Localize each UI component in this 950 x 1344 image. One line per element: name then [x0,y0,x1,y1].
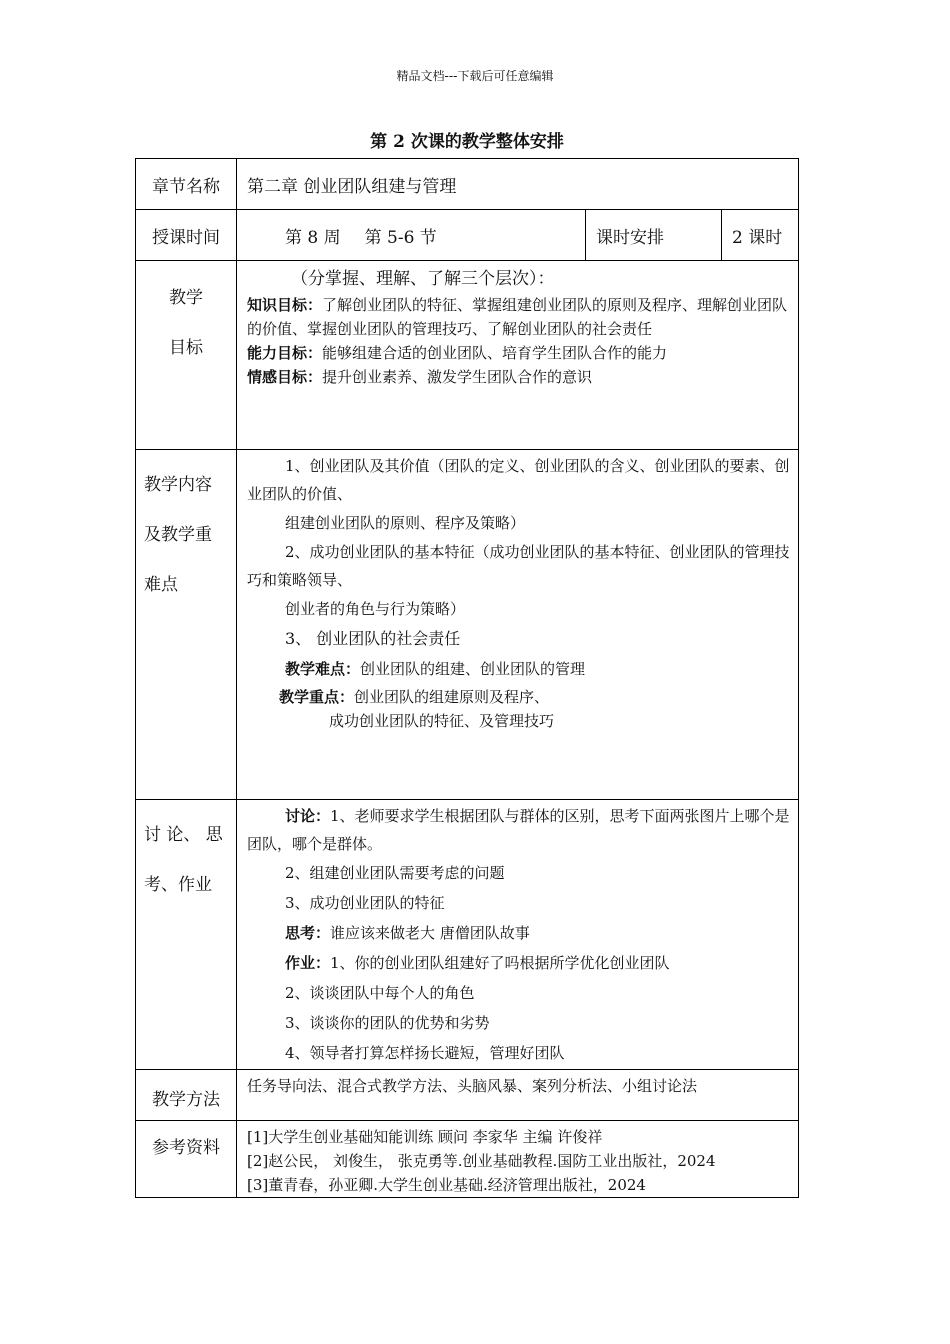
content-item-3: 3、 创业团队的社会责任 [285,629,461,648]
reference-1: [1]大学生创业基础知能训练 顾问 李家华 主编 许俊祥 [247,1128,603,1146]
reference-3: [3]董青春，孙亚卿.大学生创业基础.经济管理出版社，2024 [247,1176,646,1194]
content-item-1: 1、创业团队及其价值（团队的定义、创业团队的含义、创业团队的要素、创业团队的价值、 [247,457,790,503]
objectives-intro: （分掌握、理解、了解三个层次）： [291,269,555,289]
content-item-1-cont: 组建创业团队的原则、程序及策略） [285,514,526,532]
references-body [237,1121,799,1198]
methods-row [136,1070,799,1121]
knowledge-objective: 知识目标：了解创业团队的特征、掌握组建创业团队的原则及程序、理解创业团队的价值、掌握创业团队的管理技巧、了解创业团队的社会责任 [247,296,788,338]
objectives-content [237,261,799,450]
discussion-item-1: 讨论：1、老师要求学生根据团队与群体的区别，思考下面两张图片上哪个是团队，哪个是群体。 [247,807,790,853]
discussion-row [136,800,799,1070]
chapter-row [136,159,799,210]
objectives-label: 教学 目标 [136,261,237,450]
content-item-2: 2、成功创业团队的基本特征（成功创业团队的基本特征、创业团队的管理技巧和策略领导、 [247,543,790,589]
methods-label: 教学方法 [136,1070,237,1121]
emotion-objective: 情感目标：提升创业素养、激发学生团队合作的意识 [247,368,593,386]
page-header-note: 精品文档---下载后可任意编辑 [396,69,554,83]
homework-item-3: 3、谈谈你的团队的优势和劣势 [285,1014,490,1032]
schedule-value [237,210,586,261]
document-title: 第 2 次课的教学整体安排 [370,132,564,152]
references-row [136,1121,799,1198]
schedule-week: 第 8 周 [285,227,341,248]
schedule-label: 授课时间 [136,210,237,261]
references-label: 参考资料 [136,1121,237,1198]
objectives-row [136,261,799,450]
content-body [237,450,799,800]
ability-objective: 能力目标：能够组建合适的创业团队、培育学生团队合作的能力 [247,344,668,362]
lesson-plan-table [135,158,799,1198]
discussion-item-2: 2、组建创业团队需要考虑的问题 [285,864,505,882]
reference-2: [2]赵公民， 刘俊生， 张克勇等.创业基础教程.国防工业出版社，2024 [247,1152,716,1170]
teaching-key-points-cont: 成功创业团队的特征、及管理技巧 [329,712,555,730]
content-label: 教学内容 及教学重 难点 [136,450,237,800]
schedule-period: 第 5-6 节 [364,227,437,248]
homework-item-1: 作业：1、你的创业团队组建好了吗根据所学优化创业团队 [285,954,670,972]
discussion-body [237,800,799,1070]
discussion-item-3: 3、成功创业团队的特征 [285,894,445,912]
content-item-2-cont: 创业者的角色与行为策略） [285,600,466,618]
schedule-row [136,210,799,261]
teaching-key-points: 教学重点：创业团队的组建原则及程序、 [279,688,550,706]
homework-item-4: 4、领导者打算怎样扬长避短，管理好团队 [285,1044,565,1062]
hours-value: 2 课时 [722,210,799,261]
chapter-value: 第二章 创业团队组建与管理 [237,159,799,210]
think-item: 思考：谁应该来做老大 唐僧团队故事 [285,924,530,942]
content-row [136,450,799,800]
discussion-label: 讨 论、 思 考、作业 [136,800,237,1070]
homework-item-2: 2、谈谈团队中每个人的角色 [285,984,475,1002]
chapter-label: 章节名称 [136,159,237,210]
teaching-difficulty: 教学难点：创业团队的组建、创业团队的管理 [285,660,586,678]
methods-value: 任务导向法、混合式教学方法、头脑风暴、案列分析法、小组讨论法 [237,1070,799,1121]
hours-label: 课时安排 [586,210,722,261]
